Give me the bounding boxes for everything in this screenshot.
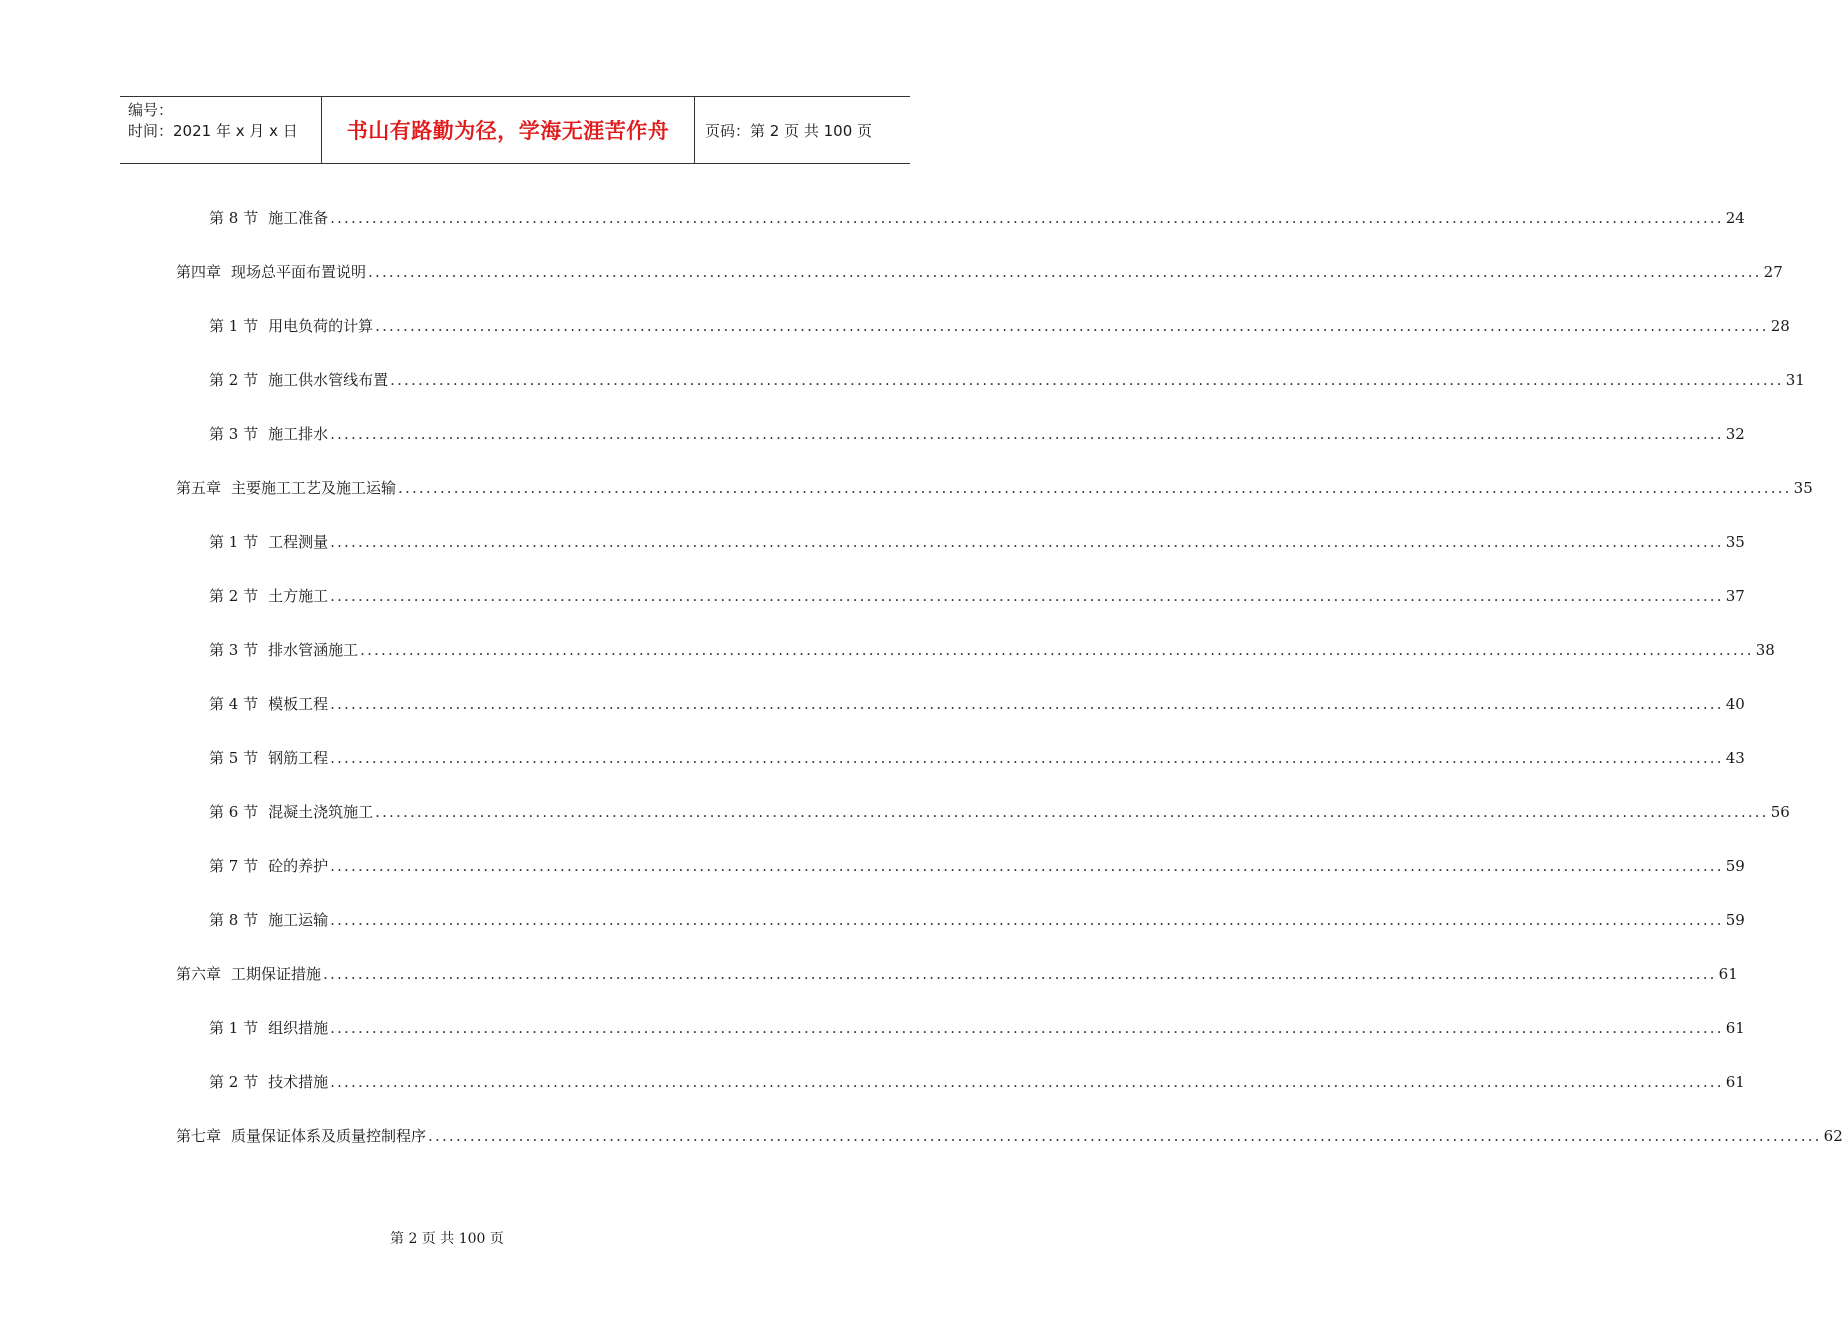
toc-entry-title: 现场总平面布置说明	[231, 263, 367, 281]
toc-dot-leader: ........................................................................................................................................................................................................	[360, 641, 1754, 659]
document-number-label: 编号：	[128, 101, 174, 119]
footer-page-number: 第 2 页 共 100 页	[390, 1231, 504, 1247]
toc-entry-page: 56	[1770, 803, 1790, 821]
toc-entry[interactable]	[176, 477, 1813, 499]
toc-entry-title: 主要施工工艺及施工运输	[231, 479, 397, 497]
toc-entry-label: 第 1 节	[209, 1019, 259, 1037]
toc-entry-title: 砼的养护	[268, 857, 329, 875]
toc-dot-leader: ........................................................................................................................................................................................................	[330, 587, 1724, 605]
toc-entry[interactable]	[209, 639, 1775, 661]
toc-entry[interactable]	[176, 1125, 1843, 1147]
toc-entry-label: 第 3 节	[209, 425, 259, 443]
toc-entry-title: 工期保证措施	[231, 965, 322, 983]
toc-dot-leader: ........................................................................................................................................................................................................	[330, 1073, 1724, 1091]
page-footer	[0, 1228, 950, 1248]
toc-entry[interactable]	[176, 963, 1738, 985]
toc-entry-label: 第 8 节	[209, 209, 259, 227]
toc-entry-page: 59	[1725, 911, 1745, 929]
toc-entry-label: 第 5 节	[209, 749, 259, 767]
toc-dot-leader: ........................................................................................................................................................................................................	[330, 749, 1724, 767]
toc-entry-title: 排水管涵施工	[268, 641, 359, 659]
toc-entry-title: 技术措施	[268, 1073, 329, 1091]
toc-entry-title: 土方施工	[268, 587, 329, 605]
document-time: 时间：2021 年 x 月 x 日	[128, 122, 298, 140]
toc-dot-leader: ........................................................................................................................................................................................................	[330, 209, 1724, 227]
toc-entry[interactable]	[209, 1017, 1745, 1039]
toc-dot-leader: ........................................................................................................................................................................................................	[375, 317, 1769, 335]
page-header	[120, 96, 910, 164]
toc-entry[interactable]	[209, 315, 1790, 337]
toc-entry[interactable]	[209, 909, 1745, 931]
toc-entry-label: 第 2 节	[209, 1073, 259, 1091]
toc-entry-label: 第七章	[176, 1127, 222, 1145]
header-meta	[120, 97, 322, 163]
toc-dot-leader: ........................................................................................................................................................................................................	[330, 1019, 1724, 1037]
toc-entry-label: 第 4 节	[209, 695, 259, 713]
toc-dot-leader: ........................................................................................................................................................................................................	[330, 425, 1724, 443]
toc-entry-page: 32	[1725, 425, 1745, 443]
toc-entry[interactable]	[209, 207, 1745, 229]
toc-entry[interactable]	[209, 585, 1745, 607]
toc-entry-page: 31	[1785, 371, 1805, 389]
toc-entry-title: 混凝土浇筑施工	[268, 803, 374, 821]
toc-entry-title: 施工排水	[268, 425, 329, 443]
toc-dot-leader: ........................................................................................................................................................................................................	[390, 371, 1784, 389]
toc-entry-title: 质量保证体系及质量控制程序	[231, 1127, 427, 1145]
toc-entry[interactable]	[209, 1071, 1745, 1093]
toc-entry[interactable]	[176, 261, 1783, 283]
toc-entry-label: 第 1 节	[209, 317, 259, 335]
toc-entry-title: 施工供水管线布置	[268, 371, 389, 389]
toc-entry-page: 62	[1823, 1127, 1843, 1145]
toc-entry-page: 35	[1793, 479, 1813, 497]
toc-entry-label: 第 7 节	[209, 857, 259, 875]
toc-dot-leader: ........................................................................................................................................................................................................	[323, 965, 1717, 983]
toc-dot-leader: ........................................................................................................................................................................................................	[330, 911, 1724, 929]
toc-entry-page: 43	[1725, 749, 1745, 767]
toc-entry[interactable]	[209, 369, 1805, 391]
toc-entry[interactable]	[209, 801, 1790, 823]
toc-entry-title: 用电负荷的计算	[268, 317, 374, 335]
toc-entry-page: 61	[1725, 1019, 1745, 1037]
toc-entry-label: 第 3 节	[209, 641, 259, 659]
toc-entry[interactable]	[209, 693, 1745, 715]
toc-entry[interactable]	[209, 423, 1745, 445]
toc-entry[interactable]	[209, 747, 1745, 769]
toc-entry-label: 第 6 节	[209, 803, 259, 821]
toc-entry-page: 61	[1725, 1073, 1745, 1091]
toc-dot-leader: ........................................................................................................................................................................................................	[375, 803, 1769, 821]
toc-entry-label: 第 2 节	[209, 371, 259, 389]
toc-entry-label: 第四章	[176, 263, 222, 281]
toc-entry-page: 24	[1725, 209, 1745, 227]
toc-dot-leader: ........................................................................................................................................................................................................	[330, 533, 1724, 551]
toc-entry-label: 第 1 节	[209, 533, 259, 551]
toc-entry-page: 28	[1770, 317, 1790, 335]
toc-entry-page: 59	[1725, 857, 1745, 875]
toc-entry-title: 钢筋工程	[268, 749, 329, 767]
toc-entry-page: 37	[1725, 587, 1745, 605]
toc-dot-leader: ........................................................................................................................................................................................................	[428, 1127, 1822, 1145]
toc-entry-page: 40	[1725, 695, 1745, 713]
toc-dot-leader: ........................................................................................................................................................................................................	[398, 479, 1792, 497]
toc-entry[interactable]	[209, 855, 1745, 877]
toc-entry-page: 27	[1763, 263, 1783, 281]
header-page-info: 页码：第 2 页 共 100 页	[705, 121, 873, 140]
toc-entry-title: 施工准备	[268, 209, 329, 227]
toc-entry-page: 38	[1755, 641, 1775, 659]
header-motto: 书山有路勤为径，学海无涯苦作舟	[322, 97, 695, 163]
toc-dot-leader: ........................................................................................................................................................................................................	[330, 695, 1724, 713]
toc-entry-label: 第 2 节	[209, 587, 259, 605]
toc-entry-label: 第六章	[176, 965, 222, 983]
toc-entry[interactable]	[209, 531, 1745, 553]
toc-dot-leader: ........................................................................................................................................................................................................	[368, 263, 1762, 281]
toc-entry-title: 工程测量	[268, 533, 329, 551]
toc-entry-label: 第 8 节	[209, 911, 259, 929]
toc-entry-title: 施工运输	[268, 911, 329, 929]
toc-entry-title: 模板工程	[268, 695, 329, 713]
toc-entry-title: 组织措施	[268, 1019, 329, 1037]
toc-entry-label: 第五章	[176, 479, 222, 497]
toc-entry-page: 61	[1718, 965, 1738, 983]
toc-dot-leader: ........................................................................................................................................................................................................	[330, 857, 1724, 875]
toc-entry-page: 35	[1725, 533, 1745, 551]
